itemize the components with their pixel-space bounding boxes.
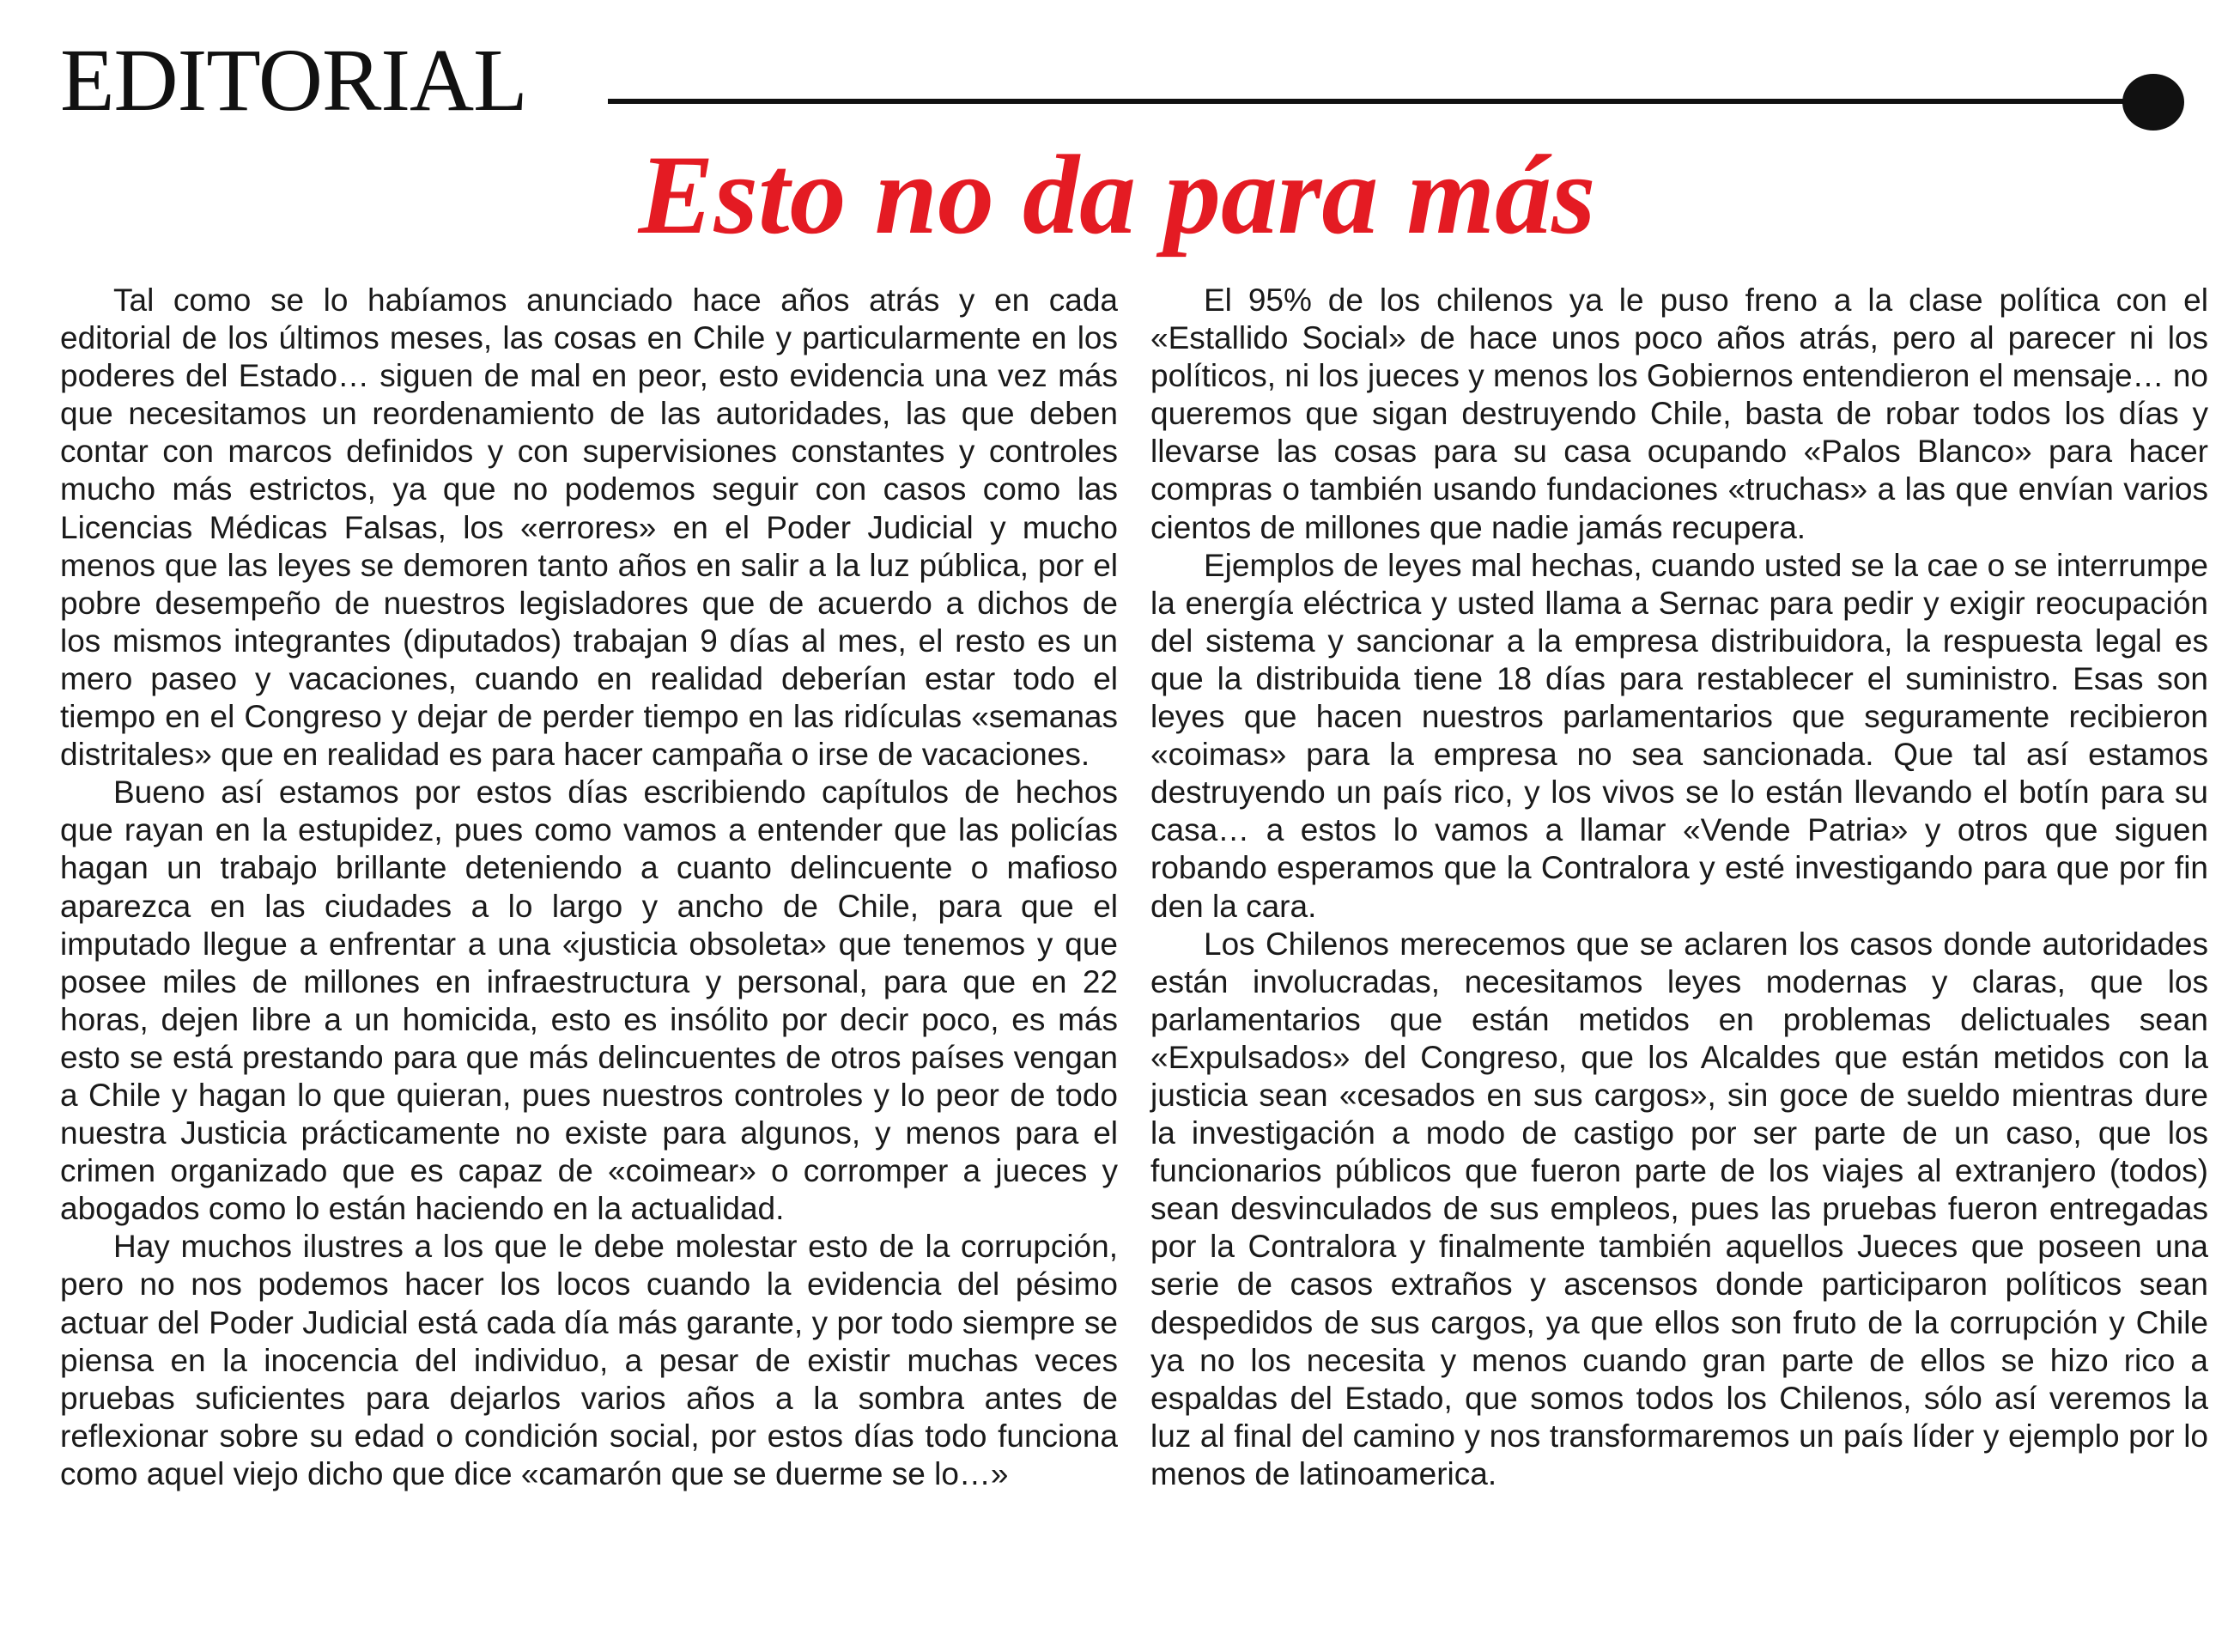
article-paragraph: El 95% de los chilenos ya le puso freno a la clase política con el «Estallido Social» de hace unos poco años atrás, pero al parecer ni los políticos, ni los jueces y menos los Gobiernos entendieron el mensaje… no queremos que sigan destruyendo Chile, basta de robar todos los días y llevarse las cosas para su casa ocupando «Palos Blanco» para hacer compras o también usando fundaciones «truchas» a las que envían varios cientos de millones que nadie jamás recupera.: [1150, 282, 2208, 545]
article-column-left: [60, 282, 1118, 1493]
section-label: EDITORIAL: [60, 31, 527, 130]
headline: Esto no da para más: [638, 131, 1596, 258]
header-rule: [608, 99, 2153, 104]
article-paragraph: Hay muchos ilustres a los que le debe molestar esto de la corrupción, pero no nos podemos hacer los locos cuando la evidencia del pésimo actuar del Poder Judicial está cada día más garante, y por todo siempre se piensa en la inocencia del individuo, a pesar de existir muchas veces pruebas suficientes para dejarlos varios años a la sombra antes de reflexionar sobre su edad o condición social, por estos días todo funciona como aquel viejo dicho que dice «camarón que se duerme se lo…»: [60, 1229, 1118, 1491]
article-column-right: [1150, 282, 2208, 1493]
article-paragraph: Bueno así estamos por estos días escribiendo capítulos de hechos que rayan en la estupidez, pues como vamos a entender que las policías hagan un trabajo brillante deteniendo a cuanto delincuente o mafioso aparezca en las ciudades a lo largo y ancho de Chile, para que el imputado llegue a enfrentar a una «justicia obsoleta» que tenemos y que posee miles de millones en infraestructura y personal, para que en 22 horas, dejen libre a un homicida, esto es insólito por decir poco, es más esto se está prestando para que más delincuentes de otros países vengan a Chile y hagan lo que quieran, pues nuestros controles y lo peor de todo nuestra Justicia prácticamente no existe para algunos, y menos para el crimen organizado que es capaz de «coimear» o corromper a jueces y abogados como lo están haciendo en la actualidad.: [60, 774, 1118, 1227]
article-paragraph: Los Chilenos merecemos que se aclaren los casos donde autoridades están involucradas, necesitamos leyes modernas y claras, que los parlamentarios que están metidos en problemas delictuales sean «Expulsados» del Congreso, que los Alcaldes que están metidos con la justicia sean «cesados en sus cargos», sin goce de sueldo mientras dure la investigación a modo de castigo por ser parte de un caso, que los funcionarios públicos que fueron parte de los viajes al extranjero (todos) sean desvinculados de sus empleos, pues las pruebas fueron entregadas por la Contralora y finalmente también aquellos Jueces que poseen una serie de casos extraños y ascensos donde participaron políticos sean despedidos de sus cargos, ya que ellos son fruto de la corrupción y Chile ya no los necesita y menos cuando gran parte de ellos se hizo rico a espaldas del Estado, que somos todos los Chilenos, sólo así veremos la luz al final del camino y nos transformaremos un país líder y ejemplo por lo menos de latinoamerica.: [1150, 926, 2208, 1491]
article-paragraph: Ejemplos de leyes mal hechas, cuando usted se la cae o se interrumpe la energía eléctrica y usted llama a Sernac para pedir y exigir reocupación del sistema y sancionar a la empresa distribuidora, la respuesta legal es que la distribuida tiene 18 días para restablecer el suministro. Esas son leyes que hacen nuestros parlamentarios que seguramente recibieron «coimas» para la empresa no sea sancionada. Que tal así estamos destruyendo un país rico, y los vivos se lo están llevando el botín para su casa… a estos lo vamos a llamar «Vende Patria» y otros que siguen robando esperamos que la Contralora y esté investigando para que por fin den la cara.: [1150, 547, 2208, 924]
article-paragraph: Tal como se lo habíamos anunciado hace años atrás y en cada editorial de los últimos meses, las cosas en Chile y particularmente en los poderes del Estado… siguen de mal en peor, esto evidencia una vez más que necesitamos un reordenamiento de las autoridades, las que deben contar con marcos definidos y con supervisiones constantes y controles mucho más estrictos, ya que no podemos seguir con casos como las Licencias Médicas Falsas, los «errores» en el Poder Judicial y mucho menos que las leyes se demoren tanto años en salir a la luz pública, por el pobre desempeño de nuestros legisladores que de acuerdo a dichos de los mismos integrantes (diputados) trabajan 9 días al mes, el resto es un mero paseo y vacaciones, cuando en realidad deberían estar todo el tiempo en el Congreso y dejar de perder tiempo en las ridículas «semanas distritales» que en realidad es para hacer campaña o irse de vacaciones.: [60, 282, 1118, 773]
header-rule-end-dot: [2122, 74, 2184, 131]
